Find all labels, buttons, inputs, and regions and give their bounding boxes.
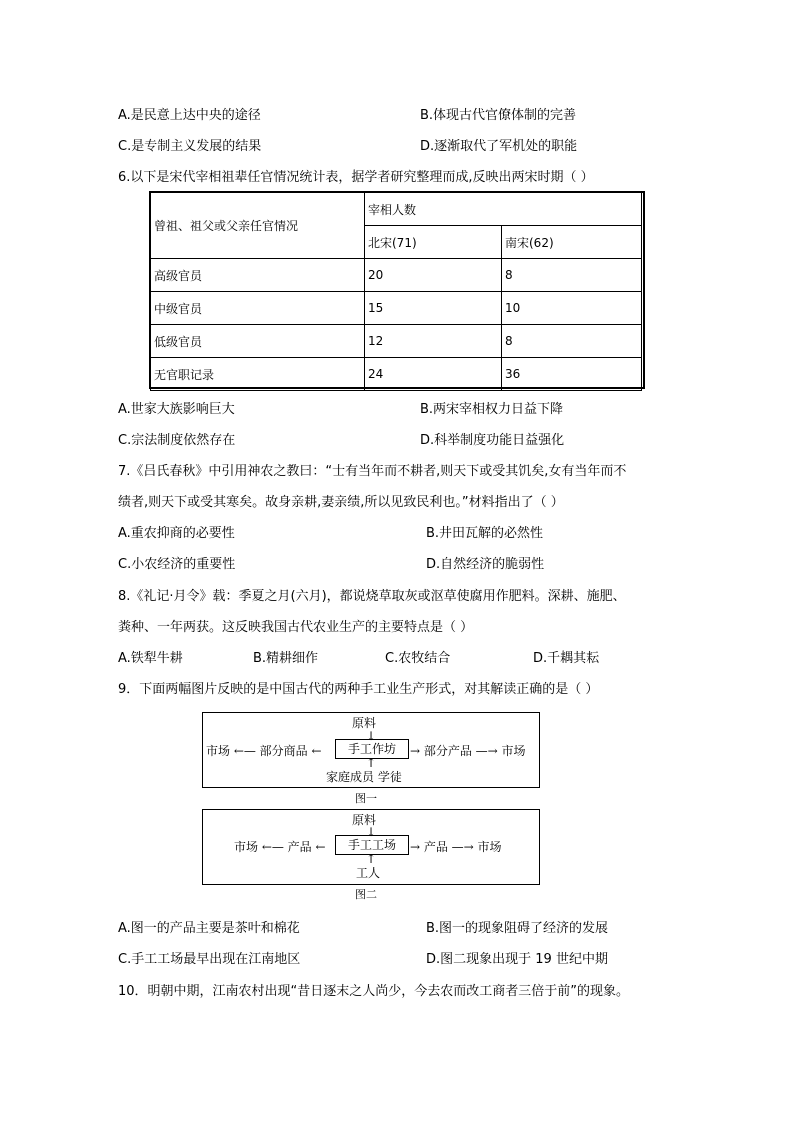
q5-option-b: B.体现古代官僚体制的完善	[420, 108, 577, 123]
q9-option-c: C.手工工场最早出现在江南地区	[118, 952, 301, 967]
q8-option-b: B.精耕细作	[253, 651, 319, 666]
fig1-workshop-box: 手工作坊	[335, 739, 409, 759]
table-row	[151, 259, 642, 292]
q6-stem: 6.以下是宋代宰相祖辈任官情况统计表，据学者研究整理而成,反映出两宋时期（ ）	[118, 170, 594, 185]
q6-option-c: C.宗法制度依然存在	[118, 433, 236, 448]
table-cell: 36	[502, 358, 642, 391]
table-row-label: 高级官员	[151, 259, 365, 292]
q7-option-c: C.小农经济的重要性	[118, 557, 236, 572]
table-row	[151, 325, 642, 358]
q5-option-c: C.是专制主义发展的结果	[118, 139, 262, 154]
table-col-header: 曾祖、祖父或父亲任官情况	[151, 193, 365, 259]
table-cell: 20	[365, 259, 502, 292]
q9-stem: 9．下面两幅图片反映的是中国古代的两种手工业生产形式，对其解读正确的是（ ）	[118, 682, 599, 697]
q6-option-d: D.科举制度功能日益强化	[420, 433, 565, 448]
fig1-arrow-down-icon: ↓	[366, 729, 377, 743]
q6-option-a: A.世家大族影响巨大	[118, 402, 235, 417]
table-cell: 12	[365, 325, 502, 358]
fig2-labor-label: 工人	[356, 866, 381, 880]
table-cell: 24	[365, 358, 502, 391]
q5-option-a: A.是民意上达中央的途径	[118, 108, 261, 123]
q7-stem-line2: 绩者,则天下或受其寒矣。故身亲耕,妻亲绩,所以见致民利也。”材料指出了（ ）	[118, 495, 564, 510]
fig1-caption: 图一	[355, 792, 377, 805]
fig1-arrow-up-icon: ↑	[366, 756, 377, 770]
fig2-arrow-up-icon: ↑	[366, 852, 377, 866]
fig2-right-flow: → 产品 —→ 市场	[410, 840, 502, 854]
q7-option-a: A.重农抑商的必要性	[118, 526, 235, 541]
fig2-factory-box: 手工工场	[335, 835, 409, 855]
table-cell: 8	[502, 325, 642, 358]
fig2-left-flow: 市场 ←— 产品 ←	[234, 840, 326, 854]
table-row-label: 低级官员	[151, 325, 365, 358]
q6-statistics-table	[150, 192, 642, 391]
table-row-label: 无官职记录	[151, 358, 365, 391]
q6-option-b: B.两宋宰相权力日益下降	[420, 402, 564, 417]
q7-option-d: D.自然经济的脆弱性	[426, 557, 545, 572]
fig1-right-flow: → 部分产品 —→ 市场	[410, 744, 526, 758]
q8-stem-line1: 8.《礼记·月令》载：季夏之月(六月)，都说烧草取灰或沤草使腐用作肥料。深耕、施肥、	[118, 589, 626, 604]
table-row	[151, 292, 642, 325]
q9-option-d: D.图二现象出现于 19 世纪中期	[426, 952, 608, 967]
table-cell: 15	[365, 292, 502, 325]
table-sub-header-south: 南宋(62)	[502, 226, 642, 259]
fig2-arrow-down-icon: ↓	[366, 825, 377, 839]
q9-option-b: B.图一的现象阻碍了经济的发展	[426, 921, 609, 936]
fig1-material-label: 原料	[352, 716, 377, 730]
q7-stem-line1: 7.《吕氏春秋》中引用神农之教曰：“士有当年而不耕者,则天下或受其饥矣,女有当年而不	[118, 464, 627, 479]
table-row	[151, 358, 642, 391]
table-group-header: 宰相人数	[365, 193, 642, 226]
fig1-left-flow: 市场 ←— 部分商品 ←	[206, 744, 322, 758]
table-sub-header-north: 北宋(71)	[365, 226, 502, 259]
table-row-label: 中级官员	[151, 292, 365, 325]
q8-option-d: D.千耦其耘	[533, 651, 600, 666]
q8-option-c: C.农牧结合	[385, 651, 451, 666]
q8-option-a: A.铁犁牛耕	[118, 651, 183, 666]
q9-option-a: A.图一的产品主要是茶叶和棉花	[118, 921, 300, 936]
q5-option-d: D.逐渐取代了军机处的职能	[420, 139, 578, 154]
q10-stem: 10．明朝中期，江南农村出现“昔日逐末之人尚少，今去农而改工商者三倍于前”的现象。	[118, 984, 630, 999]
table-cell: 8	[502, 259, 642, 292]
fig1-labor-label: 家庭成员 学徒	[326, 770, 402, 784]
table-cell: 10	[502, 292, 642, 325]
fig2-caption: 图二	[355, 888, 377, 901]
q7-option-b: B.井田瓦解的必然性	[426, 526, 544, 541]
q8-stem-line2: 粪种、一年两获。这反映我国古代农业生产的主要特点是（ ）	[118, 620, 474, 635]
fig2-material-label: 原料	[352, 813, 377, 827]
